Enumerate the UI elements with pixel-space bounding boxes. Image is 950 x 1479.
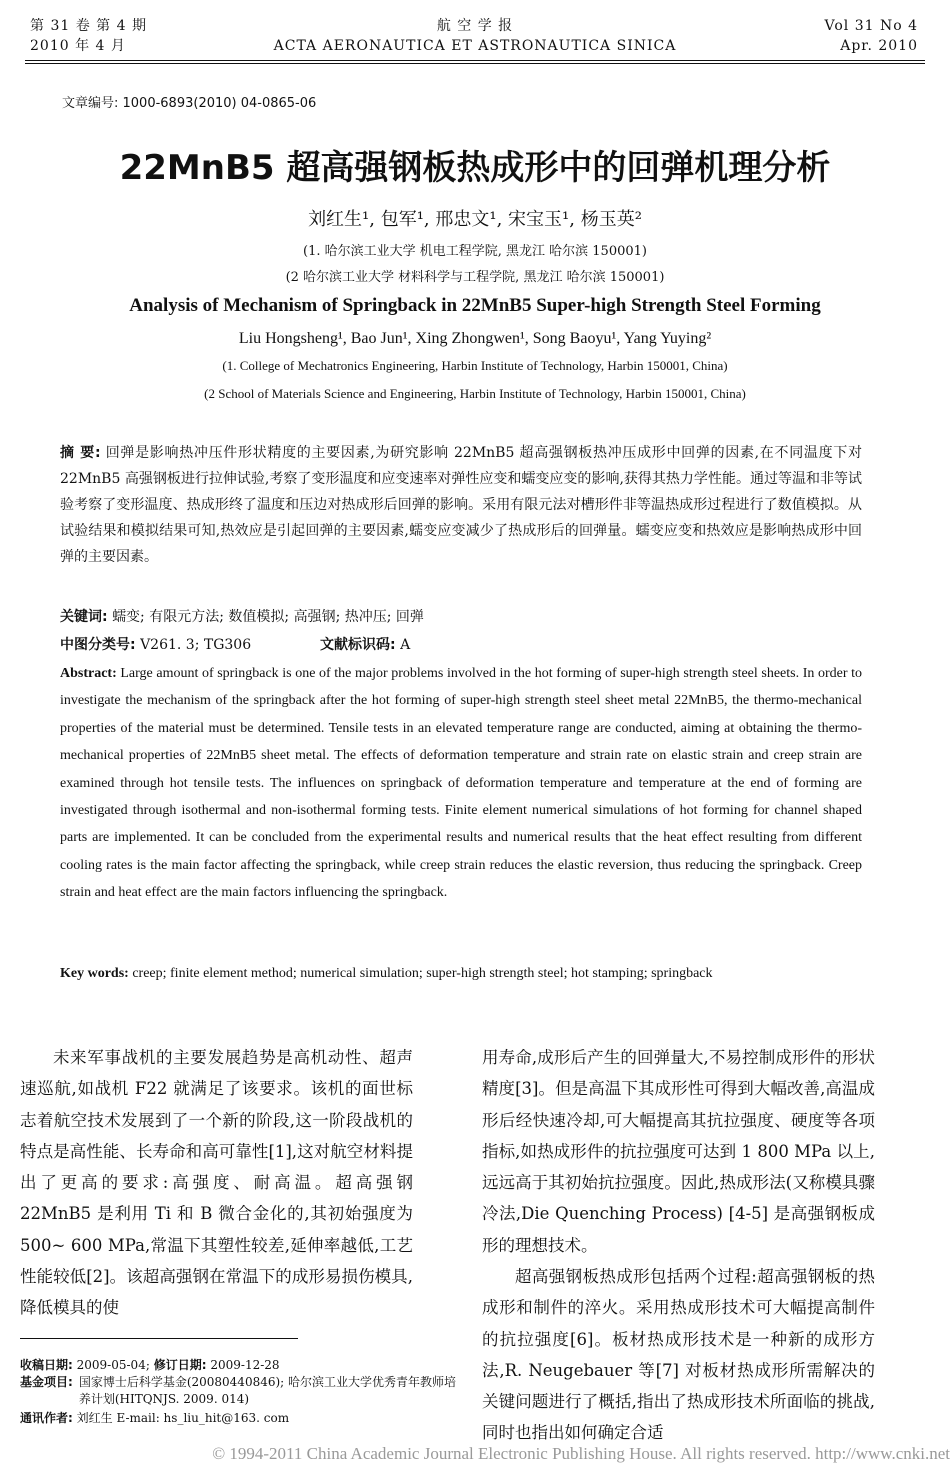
keywords-en-text: creep; finite element method; numerical simulation; super-high strength steel; hot stamping; springback	[132, 966, 713, 981]
title-en: Analysis of Mechanism of Springback in 22MnB5 Super-high Strength Steel Forming	[129, 295, 821, 316]
header-rule-2	[25, 63, 925, 64]
authors-cn: 刘红生¹, 包军¹, 邢忠文¹, 宋宝玉¹, 杨玉英²	[308, 209, 642, 230]
doc-code-value: A	[400, 637, 411, 653]
abstract-en	[60, 660, 862, 907]
journal-volume-issue: 第 31 卷 第 4 期	[30, 18, 147, 34]
affiliation-en-2: (2 School of Materials Science and Engineering, Harbin Institute of Technology, Harbin 150001, China)	[204, 386, 746, 401]
abstract-cn-text: 回弹是影响热冲压件形状精度的主要因素,为研究影响 22MnB5 超高强钢板热冲压成形中回弹的因素,在不同温度下对 22MnB5 高强钢板进行拉伸试验,考察了变形温度和应变速率对弹性应变和蠕变应变的影响,获得其热力学性能。通过等温和非等试验考察了变形温度、热成形终了温度和压边对热成形后回弹的影响。采用有限元法对槽形件非等温热成形过程进行了数值模拟。从试验结果和模拟结果可知,热效应是引起回弹的主要因素,蠕变应变减少了热成形后的回弹量。蠕变应变和热效应是影响热成形中回弹的主要因素。	[60, 445, 862, 565]
keywords-en-label: Key words:	[60, 966, 129, 981]
footnote-fund	[20, 1374, 460, 1408]
clc-label: 中图分类号:	[60, 637, 136, 653]
footnote-dates	[20, 1357, 460, 1374]
classification-row	[60, 632, 862, 658]
received-label: 收稿日期:	[20, 1358, 73, 1372]
authors-en: Liu Hongsheng¹, Bao Jun¹, Xing Zhongwen¹, Song Baoyu¹, Yang Yuying²	[238, 330, 712, 347]
title-cn: 22MnB5 超高强钢板热成形中的回弹机理分析	[119, 148, 831, 188]
revised-date: 2009-12-28	[210, 1358, 280, 1372]
journal-name-en: ACTA AERONAUTICA ET ASTRONAUTICA SINICA	[273, 38, 677, 54]
journal-name-cn: 航 空 学 报	[436, 18, 514, 34]
journal-year-month: 2010 年 4 月	[30, 38, 126, 54]
body-right-paragraph-2: 超高强钢板热成形包括两个过程:超高强钢板的热成形和制件的淬火。采用热成形技术可大幅提高制件的抗拉强度[6]。板材热成形技术是一种新的成形方法,R. Neugebauer 等[7] 对板材热成形所需解决的关键问题进行了概括,指出了热成形技术所面临的挑战,同时也指出如何确定合适	[482, 1267, 875, 1443]
affiliation-cn-2: (2 哈尔滨工业大学 材料科学与工程学院, 黑龙江 哈尔滨 150001)	[285, 270, 665, 285]
affiliation-en-1: (1. College of Mechatronics Engineering, Harbin Institute of Technology, Harbin 150001, China)	[222, 358, 728, 373]
affiliation-cn-1: (1. 哈尔滨工业大学 机电工程学院, 黑龙江 哈尔滨 150001)	[303, 244, 647, 259]
journal-vol-no-en: Vol 31 No 4	[824, 18, 918, 34]
header-rule	[25, 60, 925, 61]
corresponding-text: 刘红生 E-mail: hs_liu_hit@163. com	[76, 1411, 290, 1425]
fund-text: 国家博士后科学基金(20080440846); 哈尔滨工业大学优秀青年教师培养计划(HITQNJS. 2009. 014)	[78, 1375, 457, 1406]
footnote-rule	[20, 1338, 298, 1339]
doc-code-label: 文献标识码:	[320, 637, 396, 653]
keywords-cn-label: 关键词:	[60, 609, 108, 625]
article-id: 文章编号: 1000-6893(2010) 04-0865-06	[62, 96, 317, 111]
corresponding-label: 通讯作者:	[20, 1411, 73, 1425]
body-right-paragraph-1: 用寿命,成形后产生的回弹量大,不易控制成形件的形状精度[3]。但是高温下其成形性可得到大幅改善,高温成形后经快速冷却,可大幅提高其抗拉强度、硬度等各项指标,如热成形件的抗拉强度可达到 1 800 MPa 以上,远远高于其初始抗拉强度。因此,热成形法(又称模具骤冷法,Die Quenching Process) [4-5] 是高强钢板成形的理想技术。	[482, 1048, 875, 1255]
fund-label: 基金项目:	[20, 1375, 73, 1389]
revised-label: 修订日期:	[153, 1358, 207, 1372]
keywords-en	[60, 960, 862, 987]
keywords-cn	[60, 604, 862, 630]
abstract-cn	[60, 440, 862, 570]
received-date: 2009-05-04;	[76, 1358, 150, 1372]
clc-value: V261. 3; TG306	[140, 637, 252, 653]
abstract-en-label: Abstract:	[60, 666, 117, 681]
footnote-corresponding	[20, 1410, 460, 1427]
body-left-paragraph: 未来军事战机的主要发展趋势是高机动性、超声速巡航,如战机 F22 就满足了该要求。该机的面世标志着航空技术发展到了一个新的阶段,这一阶段战机的特点是高性能、长寿命和高可靠性[1],这对航空材料提出了更高的要求:高强度、耐高温。超高强钢 22MnB5 是利用 Ti 和 B 微合金化的,其初始强度为 500~ 600 MPa,常温下其塑性较差,延伸率越低,工艺性能较低[2]。该超高强钢在常温下的成形易损伤模具,降低模具的使	[20, 1048, 413, 1318]
abstract-en-text: Large amount of springback is one of the major problems involved in the hot forming of super-high strength steel sheets. In order to investigate the mechanism of the springback after the hot forming of super-high strength steel sheet metal 22MnB5, the thermo-mechanical properties of the material must be determined. Tensile tests in an elevated temperature range are conducted, aiming at obtaining the thermo-mechanical properties of 22MnB5 sheet metal. The effects of deformation temperature and strain rate on elastic strain and creep strain are examined through hot tensile tests. The influences on springback of deformation temperature and temperature at the end of forming are investigated through isothermal and non-isothermal forming tests. Finite element numerical simulations of hot forming for channel shaped parts are implemented. It can be concluded from the experimental results and numerical results that the heat effect resulting from different cooling rates is the main factor affecting the springback, while creep strain reduces the elastic reversion, thus reducing the springback. Creep strain and heat effect are the main factors influencing the springback.	[60, 666, 862, 901]
copyright-watermark: © 1994-2011 China Academic Journal Electronic Publishing House. All rights reserved. http://www.cnki.net	[212, 1444, 950, 1463]
keywords-cn-text: 蠕变; 有限元方法; 数值模拟; 高强钢; 热冲压; 回弹	[112, 609, 424, 625]
abstract-cn-label: 摘 要:	[60, 445, 101, 461]
journal-date-en: Apr. 2010	[840, 38, 918, 54]
